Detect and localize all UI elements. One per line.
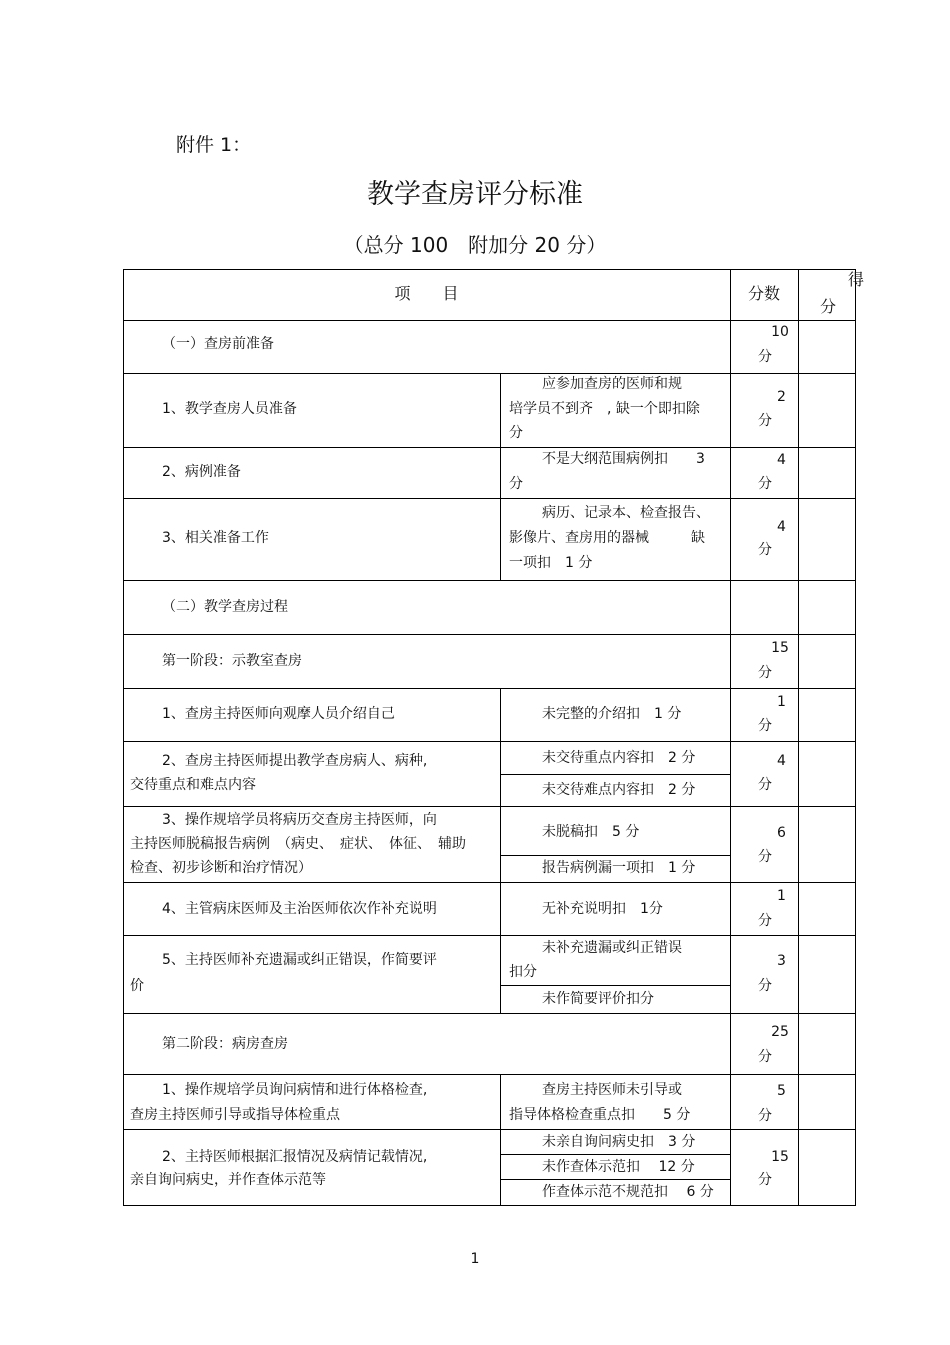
header-score: 分数 bbox=[747, 284, 780, 303]
criterion: 查房主持医师未引导或 bbox=[542, 1082, 682, 1098]
score-value: 4 bbox=[777, 753, 786, 769]
score-unit: 分 bbox=[758, 665, 772, 681]
table-rule bbox=[123, 1013, 856, 1014]
criterion: 报告病例漏一项扣 1 分 bbox=[542, 860, 696, 876]
score-value: 3 bbox=[777, 953, 786, 969]
criterion: 病历、记录本、检查报告、 bbox=[542, 505, 710, 521]
row-label: 亲自询问病史，并作查体示范等 bbox=[130, 1172, 326, 1188]
criterion: 不是大纲范围病例扣 3 bbox=[542, 451, 705, 467]
row-label: 2、病例准备 bbox=[162, 464, 241, 480]
score-value: 15 bbox=[771, 640, 789, 656]
stage-label: 第二阶段：病房查房 bbox=[162, 1036, 288, 1052]
attachment-label: 附件 1： bbox=[176, 134, 252, 156]
page-title: 教学查房评分标准 bbox=[367, 179, 583, 210]
criterion: 指导体格检查重点扣 5 分 bbox=[509, 1107, 691, 1123]
header-item: 项 目 bbox=[394, 284, 459, 303]
criterion: 未交待难点内容扣 2 分 bbox=[542, 782, 696, 798]
table-rule bbox=[500, 985, 730, 986]
criterion: 作查体示范不规范扣 6 分 bbox=[542, 1184, 714, 1200]
table-rule bbox=[123, 498, 856, 499]
criterion: 分 bbox=[509, 476, 523, 492]
table-rule bbox=[123, 1074, 856, 1075]
table-rule bbox=[123, 373, 856, 374]
score-value: 5 bbox=[777, 1083, 786, 1099]
table-border-top bbox=[123, 269, 856, 270]
row-label: 2、查房主持医师提出教学查房病人、病种, bbox=[162, 753, 428, 769]
criterion: 影像片、查房用的器械 缺 bbox=[509, 530, 705, 546]
row-label: 5、主持医师补充遗漏或纠正错误，作简要评 bbox=[162, 952, 437, 968]
row-label: 价 bbox=[130, 978, 144, 994]
score-unit: 分 bbox=[758, 1108, 772, 1124]
criterion: 未交待重点内容扣 2 分 bbox=[542, 750, 696, 766]
table-rule bbox=[123, 882, 856, 883]
table-rule bbox=[123, 741, 856, 742]
section-label: （二）教学查房过程 bbox=[162, 599, 288, 615]
table-rule bbox=[123, 806, 856, 807]
row-label: 检查、初步诊断和治疗情况） bbox=[130, 860, 312, 876]
score-unit: 分 bbox=[758, 542, 772, 558]
score-unit: 分 bbox=[758, 349, 772, 365]
score-unit: 分 bbox=[758, 1049, 772, 1065]
row-label: 查房主持医师引导或指导体检重点 bbox=[130, 1107, 340, 1123]
table-rule bbox=[123, 634, 856, 635]
score-value: 1 bbox=[777, 694, 786, 710]
score-unit: 分 bbox=[758, 849, 772, 865]
criterion: 未完整的介绍扣 1 分 bbox=[542, 706, 682, 722]
score-value: 1 bbox=[777, 888, 786, 904]
score-value: 10 bbox=[771, 324, 789, 340]
row-label: 2、主持医师根据汇报情况及病情记载情况, bbox=[162, 1149, 428, 1165]
criterion: 分 bbox=[509, 425, 523, 441]
score-value: 2 bbox=[777, 389, 786, 405]
score-unit: 分 bbox=[758, 777, 772, 793]
table-rule bbox=[123, 580, 856, 581]
header-earned: 得 bbox=[848, 270, 865, 289]
stage-label: 第一阶段：示教室查房 bbox=[162, 653, 302, 669]
criterion: 未作简要评价扣分 bbox=[542, 991, 654, 1007]
row-label: 主持医师脱稿报告病例 （病史、 症状、 体征、 辅助 bbox=[130, 836, 466, 852]
score-value: 15 bbox=[771, 1149, 789, 1165]
table-rule bbox=[123, 447, 856, 448]
table-rule bbox=[500, 373, 501, 581]
score-value: 4 bbox=[777, 452, 786, 468]
score-unit: 分 bbox=[758, 413, 772, 429]
criterion: 培学员不到齐 , 缺一个即扣除 bbox=[509, 401, 700, 417]
table-rule bbox=[123, 688, 856, 689]
score-value: 6 bbox=[777, 825, 786, 841]
score-value: 4 bbox=[777, 519, 786, 535]
table-rule bbox=[798, 269, 799, 1206]
table-rule bbox=[730, 269, 731, 1206]
row-label: 3、相关准备工作 bbox=[162, 530, 269, 546]
row-label: 1、操作规培学员询问病情和进行体格检查, bbox=[162, 1082, 428, 1098]
page-subtitle: （总分 100 附加分 20 分） bbox=[343, 233, 607, 257]
score-unit: 分 bbox=[758, 913, 772, 929]
criterion: 一项扣 1 分 bbox=[509, 555, 593, 571]
table-rule bbox=[500, 774, 730, 775]
criterion: 未作查体示范扣 12 分 bbox=[542, 1159, 695, 1175]
criterion: 应参加查房的医师和规 bbox=[542, 376, 682, 392]
row-label: 1、查房主持医师向观摩人员介绍自己 bbox=[162, 706, 395, 722]
table-border-left bbox=[123, 269, 124, 1206]
criterion: 扣分 bbox=[509, 964, 537, 980]
row-label: 3、操作规培学员将病历交查房主持医师，向 bbox=[162, 812, 437, 828]
table-rule bbox=[500, 1074, 501, 1206]
score-value: 25 bbox=[771, 1024, 789, 1040]
page-number: 1 bbox=[470, 1251, 480, 1267]
row-label: 1、教学查房人员准备 bbox=[162, 401, 297, 417]
criterion: 未亲自询问病史扣 3 分 bbox=[542, 1134, 696, 1150]
score-unit: 分 bbox=[758, 476, 772, 492]
row-label: 4、主管病床医师及主治医师依次作补充说明 bbox=[162, 901, 437, 917]
table-border-right bbox=[855, 269, 856, 1206]
score-unit: 分 bbox=[758, 1172, 772, 1188]
section-label: （一）查房前准备 bbox=[162, 336, 274, 352]
table-border-bottom bbox=[123, 1205, 856, 1206]
header-earned: 分 bbox=[820, 297, 837, 316]
table-rule bbox=[500, 688, 501, 1014]
score-unit: 分 bbox=[758, 978, 772, 994]
criterion: 未补充遗漏或纠正错误 bbox=[542, 940, 682, 956]
score-unit: 分 bbox=[758, 718, 772, 734]
criterion: 未脱稿扣 5 分 bbox=[542, 824, 640, 840]
criterion: 无补充说明扣 1分 bbox=[542, 901, 663, 917]
table-rule bbox=[123, 935, 856, 936]
row-label: 交待重点和难点内容 bbox=[130, 777, 256, 793]
table-rule bbox=[123, 1129, 856, 1130]
